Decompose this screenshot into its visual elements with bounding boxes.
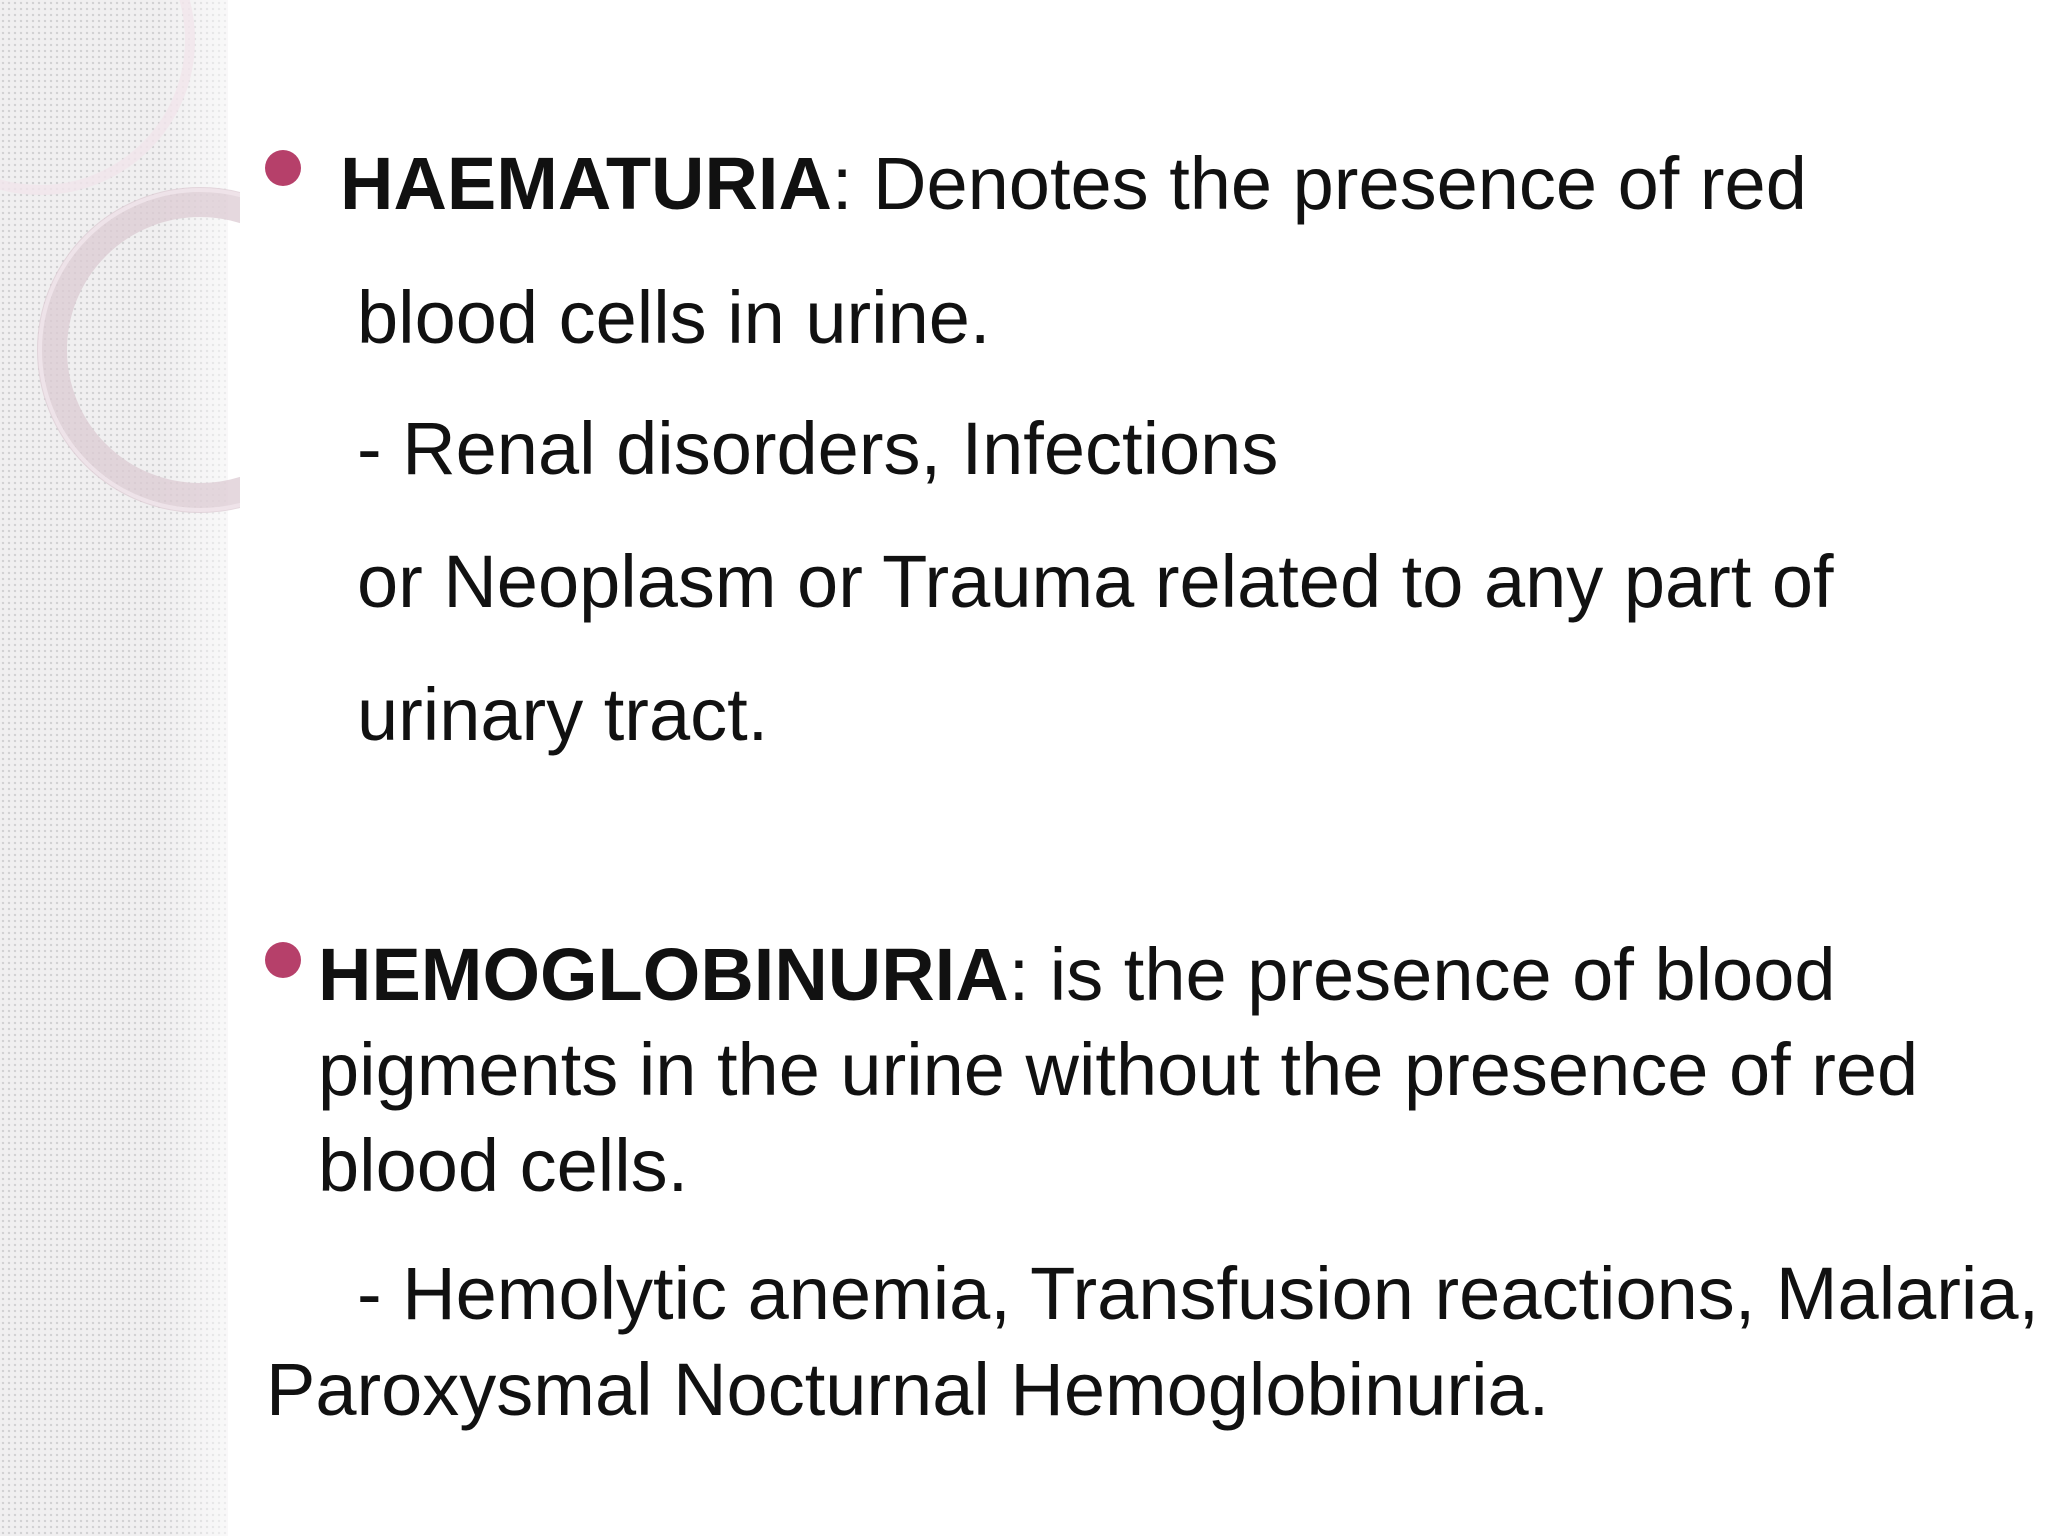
bullet-dot-icon	[265, 942, 301, 978]
bullet-2-heading	[318, 933, 1836, 1016]
bullet-1-line-1: blood cells in urine.	[357, 276, 991, 359]
bullet-2-line-2: blood cells.	[318, 1124, 689, 1207]
bullet-dot-icon	[265, 150, 301, 186]
bullet-1-line-3: or Neoplasm or Trauma related to any part of	[357, 540, 1834, 623]
bullet-1-term: HAEMATURIA	[340, 142, 832, 225]
bullet-2-line-4: Paroxysmal Nocturnal Hemoglobinuria.	[266, 1348, 1550, 1431]
bullet-2-term: HEMOGLOBINURIA	[318, 933, 1009, 1016]
bullet-1-line-2: - Renal disorders, Infections	[357, 407, 1279, 490]
bullet-2-line-3: - Hemolytic anemia, Transfusion reactions, Malaria,	[357, 1252, 2040, 1335]
bullet-2-definition: : is the presence of blood	[1008, 933, 1836, 1016]
bullet-1-line-4: urinary tract.	[357, 673, 769, 756]
bullet-2-line-1: pigments in the urine without the presence of red	[318, 1028, 1919, 1111]
bullet-1-definition: : Denotes the presence of red	[831, 142, 1807, 225]
bullet-1-heading	[340, 142, 1807, 225]
